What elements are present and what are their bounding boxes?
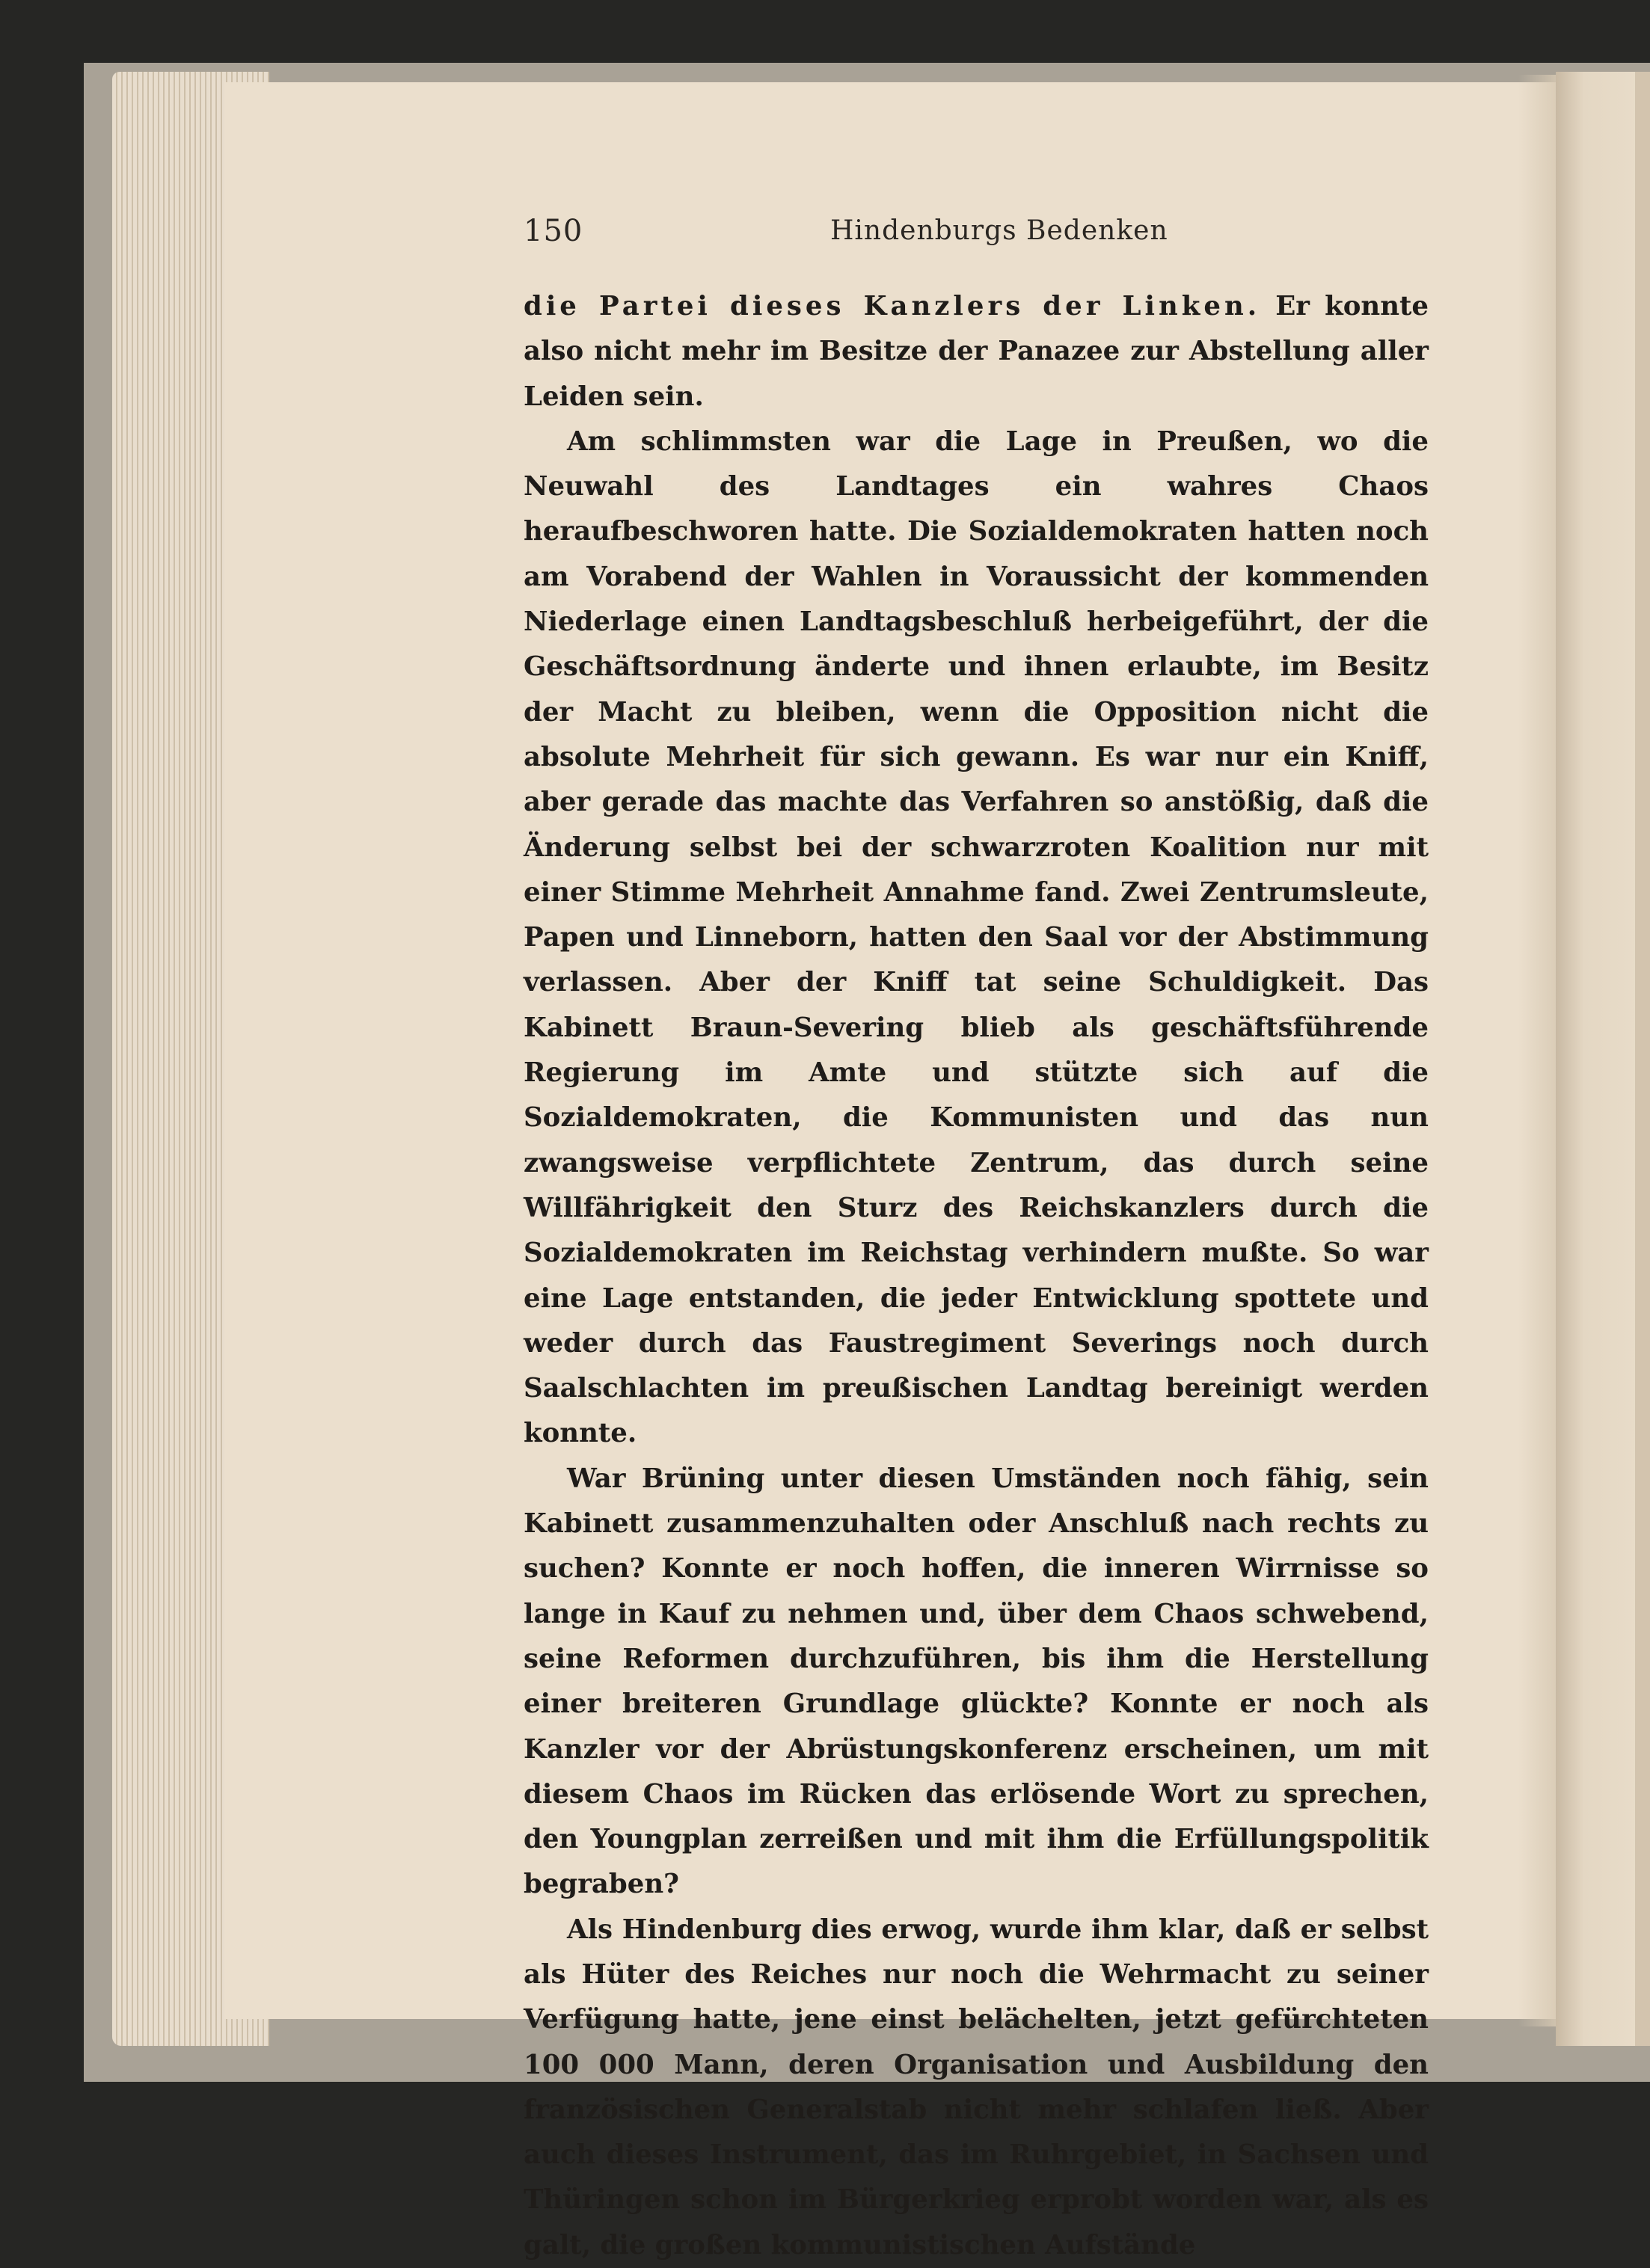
facing-page-edge bbox=[1635, 72, 1650, 2046]
paragraph: Als Hindenburg dies erwog, wurde ihm klar, daß er selbst als Hüter des Reiches nur noch die Wehrmacht zu seiner Verfügung hatte, jene einst belächelten, jetzt gefürchteten 100 000 Mann, deren Organisation und Ausbildung den französischen Generalstab nicht mehr schlafen ließ. Aber auch dieses Instrument, das im Ruhrgebiet, in Sachsen und Thüringen schon im Bürgerkrieg erprobt worden war, als es galt, die großen kommunistischen Aufstände bbox=[524, 1914, 1429, 2261]
paragraph: War Brüning unter diesen Umständen noch fähig, sein Kabinett zusammenzuhalten oder Anschluß nach rechts zu suchen? Konnte er noch hoffen, die inneren Wirrnisse so lange in Kauf zu nehmen und, über dem Chaos schwebend, seine Reformen durchzuführen, bis ihm die Herstellung einer breiteren Grundlage glückte? Konnte er noch als Kanzler vor der Abrüstungskonferenz erscheinen, um mit diesem Chaos im Rücken das erlösende Wort zu sprechen, den Youngplan zerreißen und mit ihm die Erfüllungspolitik begraben? bbox=[524, 1463, 1429, 1900]
paragraph: Am schlimmsten war die Lage in Preußen, wo die Neuwahl des Landtages ein wahres Chaos heraufbeschworen hatte. Die Sozialdemokraten hatten noch am Vorabend der Wahlen in Voraussicht der kommenden Niederlage einen Landtagsbeschluß herbeigeführt, der die Geschäftsordnung änderte und ihnen erlaubte, im Besitz der Macht zu bleiben, wenn die Opposition nicht die absolute Mehrheit für sich gewann. Es war nur ein Kniff, aber gerade das machte das Verfahren so anstößig, daß die Änderung selbst bei der schwarzroten Koalition nur mit einer Stimme Mehrheit Annahme fand. Zwei Zentrumsleute, Papen und Linneborn, hatten den Saal vor der Abstimmung verlassen. Aber der Kniff tat seine Schuldigkeit. Das Kabinett Braun-Severing blieb als geschäftsführende Regierung im Amte und stützte sich auf die Sozialdemokraten, die Kommunisten und das nun zwangsweise verpflichtete Zentrum, das durch seine Willfährigkeit den Sturz des Reichskanzlers durch die Sozialdemokraten im Reichstag verhindern mußte. So war eine Lage entstanden, die jeder Entwicklung spottete und weder durch das Faustregiment Severings noch durch Saalschlachten im preußischen Landtag bereinigt werden konnte. bbox=[524, 425, 1429, 1449]
body-text bbox=[524, 284, 1429, 2268]
page-header bbox=[524, 214, 1421, 259]
running-title: Hindenburgs Bedenken bbox=[830, 215, 1168, 246]
paragraph bbox=[524, 284, 1429, 420]
emphasized-phrase: die Partei dieses Kanzlers der Linken. bbox=[524, 291, 1261, 322]
page-number: 150 bbox=[524, 214, 583, 248]
paragraph-text: Er konnte also nicht mehr im Besitze der Panazee zur Abstellung aller Leiden sein. bbox=[524, 291, 1429, 412]
